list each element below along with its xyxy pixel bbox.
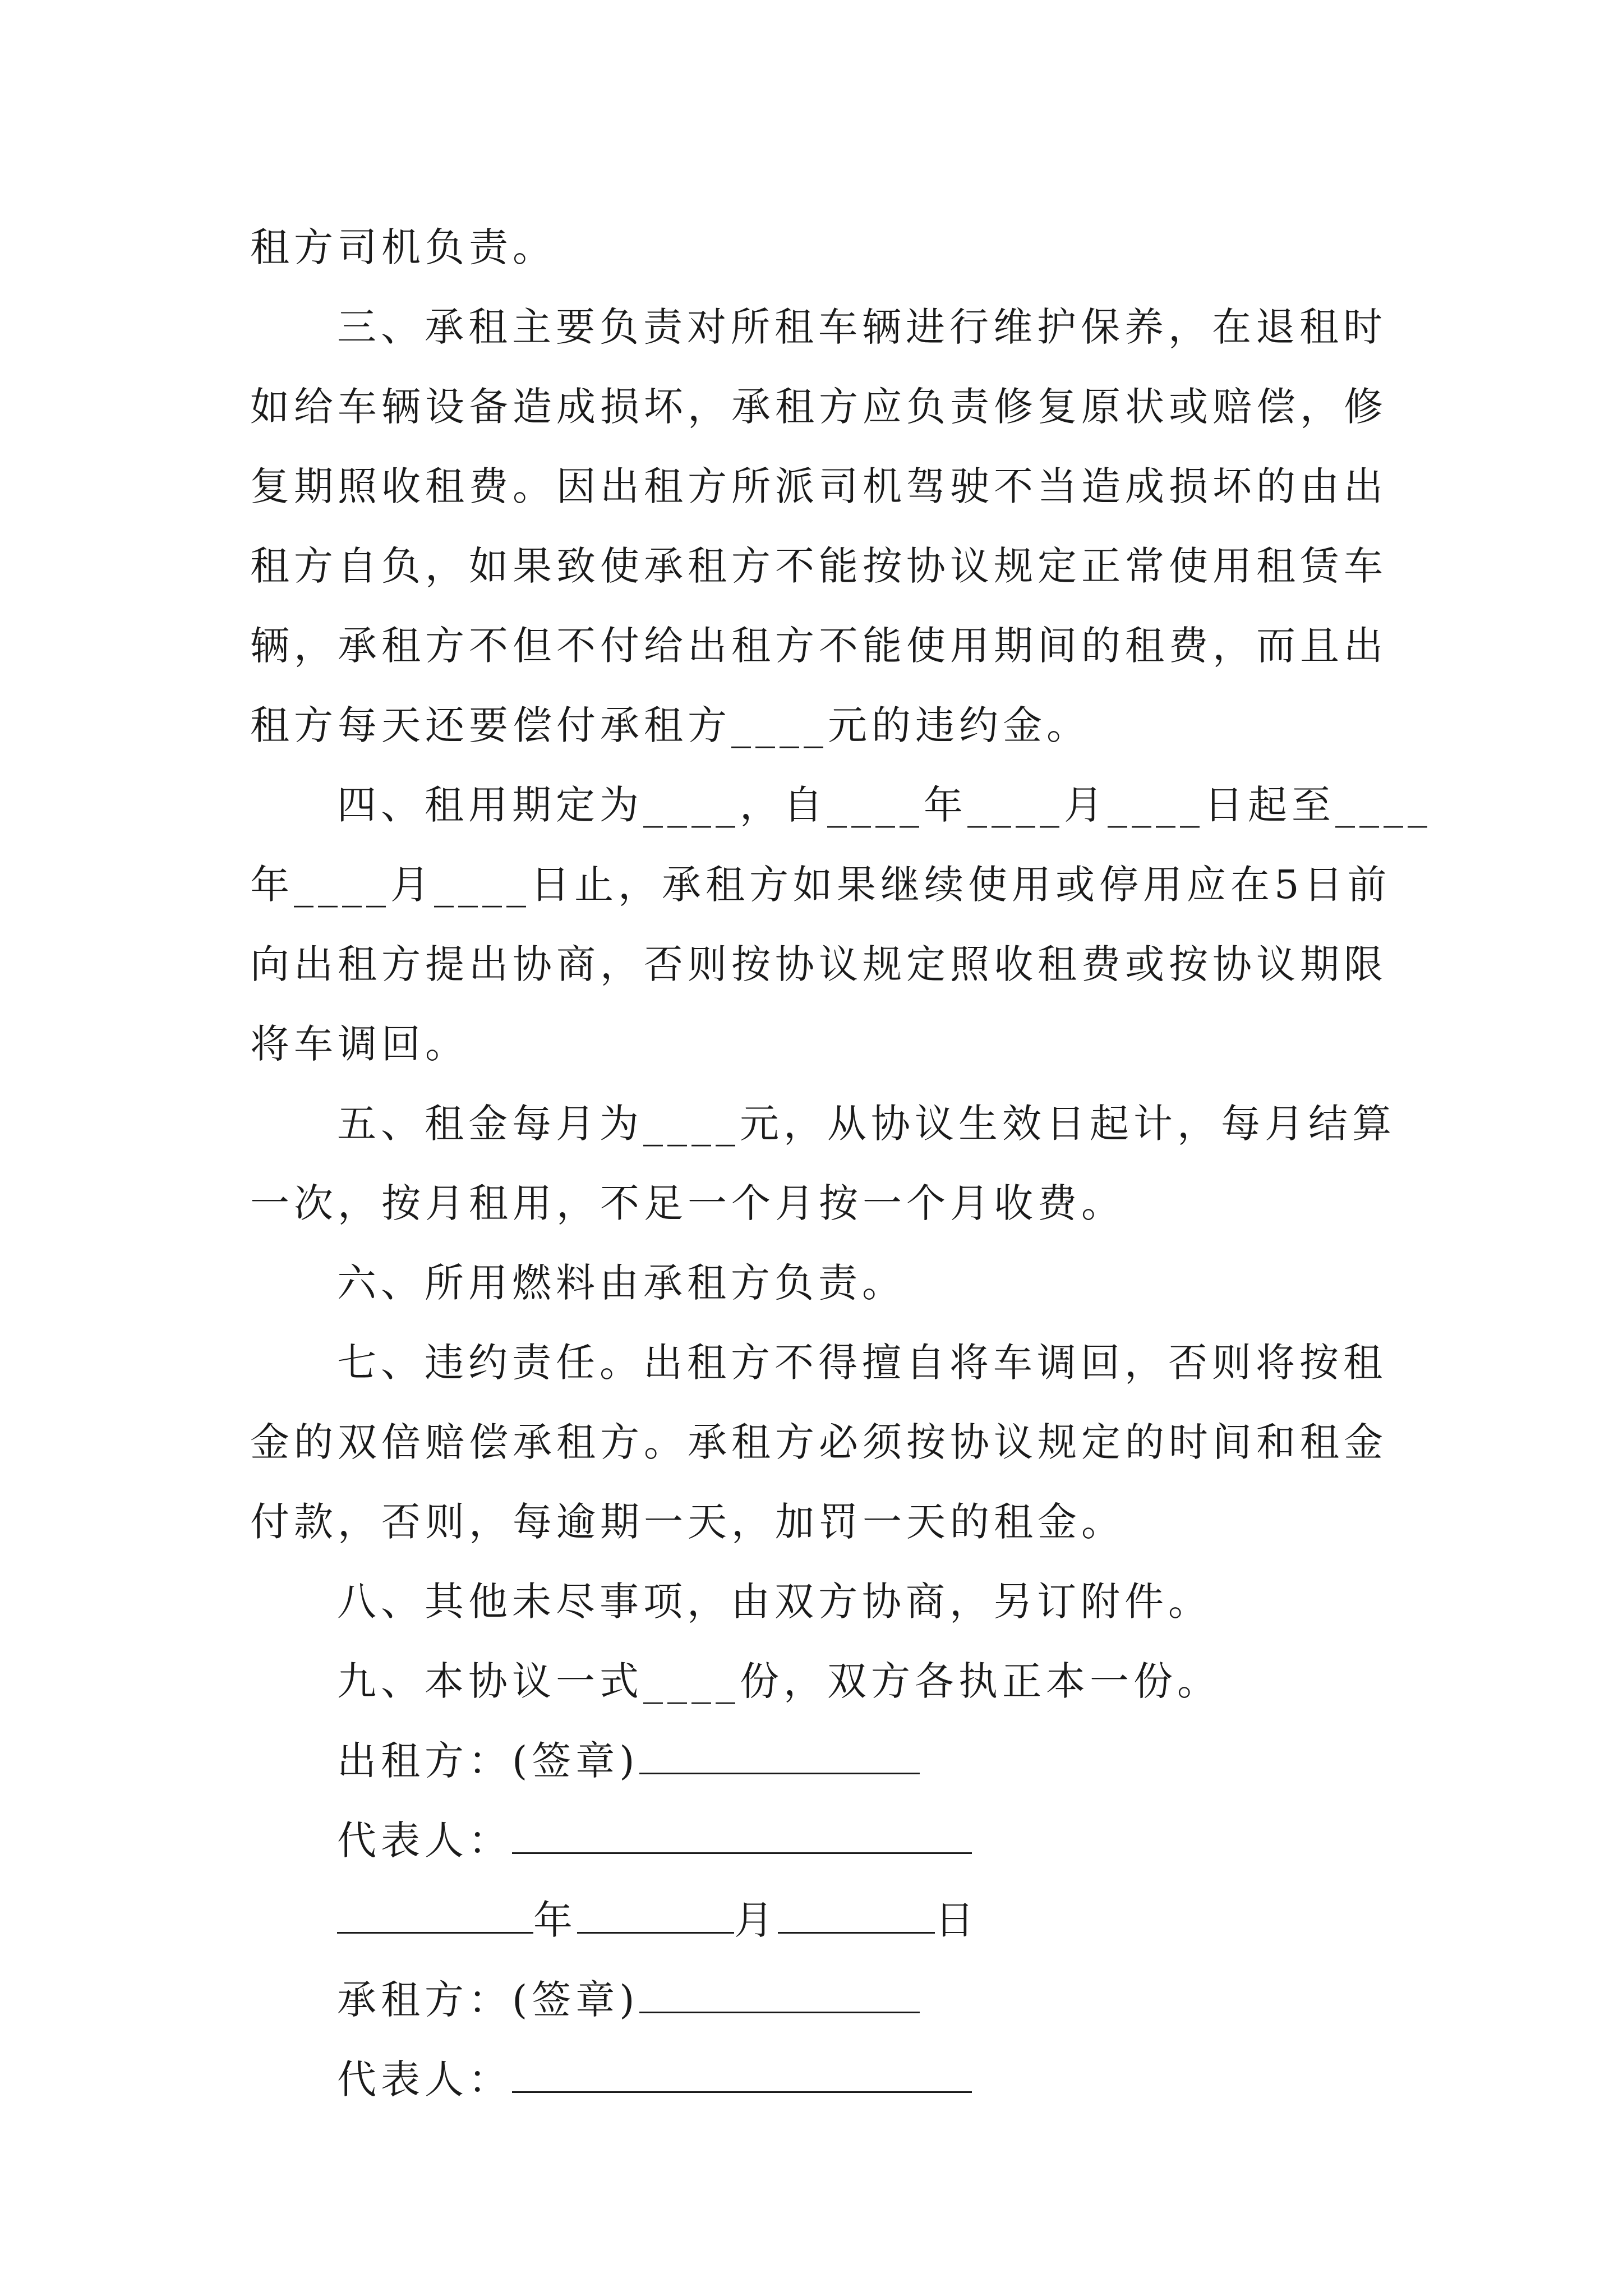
paragraph-line: 五、租金每月为____元，从协议生效日起计，每月结算: [337, 1101, 1396, 1147]
paragraph-line: 金的双倍赔偿承租方。承租方必须按协议规定的时间和租金: [250, 1419, 1387, 1465]
contract-body: [250, 208, 1432, 1721]
paragraph-line: 付款，否则，每逾期一天，加罚一天的租金。: [250, 1499, 1125, 1545]
paragraph-line: 六、所用燃料由承租方负责。: [337, 1260, 906, 1306]
year-label: 年: [533, 1897, 577, 1943]
paragraph-line: 九、本协议一式____份，双方各执正本一份。: [337, 1658, 1221, 1704]
lessor-rep-field[interactable]: [512, 1823, 972, 1854]
paragraph-line: 租方每天还要偿付承租方____元的违约金。: [250, 702, 1090, 748]
lessee-rep-label: 代表人：: [337, 2056, 512, 2102]
lessor-signature-line: [250, 1721, 1391, 1801]
paragraph-line: 向出租方提出协商，否则按协议规定照收租费或按协议期限: [250, 941, 1387, 987]
lessee-rep-field[interactable]: [512, 2062, 972, 2093]
paragraph-line: 一次，按月租用，不足一个月按一个月收费。: [250, 1180, 1125, 1226]
day-label: 日: [935, 1897, 979, 1943]
date-line: [250, 1880, 1391, 1960]
paragraph-line: 租方自负，如果致使承租方不能按协议规定正常使用租赁车: [250, 543, 1387, 589]
paragraph-line: 三、承租主要负责对所租车辆进行维护保养，在退租时: [337, 304, 1387, 350]
lessee-signature-line: [250, 1960, 1391, 2040]
day-field[interactable]: [778, 1903, 935, 1934]
lessee-representative-line: [250, 2040, 1391, 2119]
lessee-label: 承租方：(签章): [337, 1977, 639, 2023]
month-label: 月: [734, 1897, 778, 1943]
month-field[interactable]: [577, 1903, 734, 1934]
paragraph-line: 年____月____日止，承租方如果继续使用或停用应在5日前: [250, 862, 1391, 908]
lessor-representative-line: [250, 1801, 1391, 1880]
lessor-rep-label: 代表人：: [337, 1818, 512, 1864]
paragraph-line: 租方司机负责。: [250, 224, 556, 270]
lessor-label: 出租方：(签章): [337, 1738, 639, 1784]
year-field[interactable]: [337, 1903, 533, 1934]
paragraph-line: 七、违约责任。出租方不得擅自将车调回，否则将按租: [337, 1340, 1387, 1386]
document-page: [250, 208, 1432, 2119]
paragraph-line: 四、租用期定为____，自____年____月____日起至____: [337, 782, 1432, 828]
signature-section: [250, 1721, 1391, 2119]
paragraph-line: 复期照收租费。因出租方所派司机驾驶不当造成损坏的由出: [250, 463, 1387, 509]
paragraph-line: 如给车辆设备造成损坏，承租方应负责修复原状或赔偿，修: [250, 384, 1387, 430]
paragraph-line: 辆，承租方不但不付给出租方不能使用期间的租费，而且出: [250, 623, 1387, 669]
lessor-signature-field[interactable]: [639, 1743, 920, 1774]
paragraph-line: 八、其他未尽事项，由双方协商，另订附件。: [337, 1579, 1212, 1625]
lessee-signature-field[interactable]: [639, 1982, 920, 2013]
paragraph-line: 将车调回。: [250, 1021, 469, 1067]
